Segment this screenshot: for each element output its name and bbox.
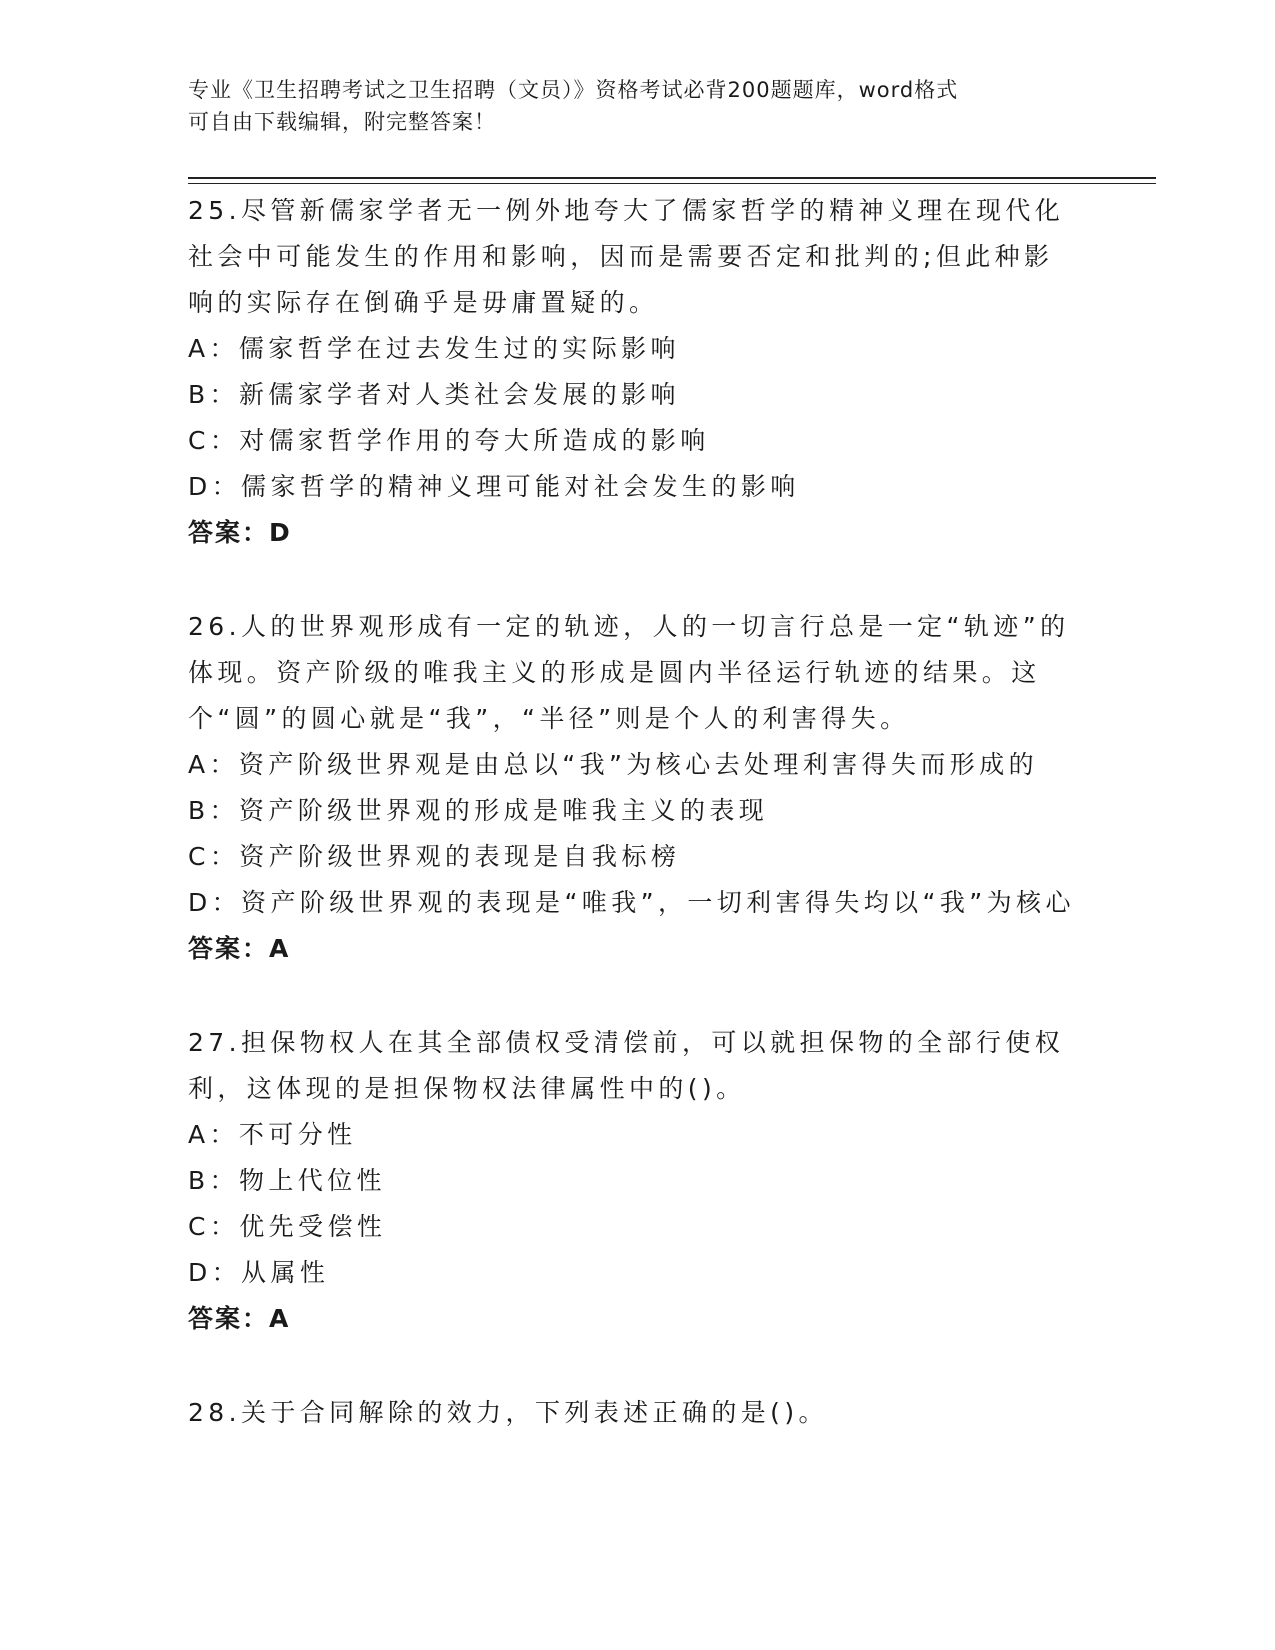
question-spacer bbox=[188, 1342, 1078, 1390]
option-a: A：儒家哲学在过去发生过的实际影响 bbox=[188, 334, 680, 363]
header-divider-thin bbox=[188, 183, 1156, 184]
option-d: D：儒家哲学的精神义理可能对社会发生的影响 bbox=[188, 472, 800, 501]
question-list bbox=[188, 188, 1078, 1436]
option-b: B：资产阶级世界观的形成是唯我主义的表现 bbox=[188, 796, 769, 825]
header-divider-thick bbox=[188, 177, 1156, 179]
question-spacer bbox=[188, 556, 1078, 604]
option-a: A：不可分性 bbox=[188, 1120, 357, 1149]
option-c: C：资产阶级世界观的表现是自我标榜 bbox=[188, 842, 681, 871]
option-a: A：资产阶级世界观是由总以“我”为核心去处理利害得失而形成的 bbox=[188, 750, 1039, 779]
question-27 bbox=[188, 1020, 1078, 1342]
question-25 bbox=[188, 188, 1078, 556]
question-stem: 27.担保物权人在其全部债权受清偿前，可以就担保物的全部行使权利，这体现的是担保物权法律属性中的()。 bbox=[188, 1028, 1065, 1103]
question-stem: 25.尽管新儒家学者无一例外地夸大了儒家哲学的精神义理在现代化社会中可能发生的作用和影响，因而是需要否定和批判的;但此种影响的实际存在倒确乎是毋庸置疑的。 bbox=[188, 196, 1065, 317]
option-b: B：新儒家学者对人类社会发展的影响 bbox=[188, 380, 680, 409]
header-line-2: 可自由下载编辑，附完整答案！ bbox=[188, 110, 496, 134]
answer-label: 答案：A bbox=[188, 934, 291, 963]
question-26 bbox=[188, 604, 1078, 972]
option-c: C：对儒家哲学作用的夸大所造成的影响 bbox=[188, 426, 710, 455]
option-d: D：从属性 bbox=[188, 1258, 330, 1287]
question-stem: 28.关于合同解除的效力，下列表述正确的是()。 bbox=[188, 1398, 828, 1427]
page-header bbox=[188, 74, 1068, 138]
option-d: D：资产阶级世界观的表现是“唯我”，一切利害得失均以“我”为核心 bbox=[188, 888, 1075, 917]
question-stem: 26.人的世界观形成有一定的轨迹，人的一切言行总是一定“轨迹”的体现。资产阶级的唯我主义的形成是圆内半径运行轨迹的结果。这个“圆”的圆心就是“我”，“半径”则是个人的利害得失。 bbox=[188, 612, 1070, 733]
option-c: C：优先受偿性 bbox=[188, 1212, 387, 1241]
question-spacer bbox=[188, 972, 1078, 1020]
question-28 bbox=[188, 1390, 1078, 1436]
option-b: B：物上代位性 bbox=[188, 1166, 386, 1195]
answer-label: 答案：A bbox=[188, 1304, 291, 1333]
answer-label: 答案：D bbox=[188, 518, 292, 547]
header-line-1: 专业《卫生招聘考试之卫生招聘（文员）》资格考试必背200题题库，word格式 bbox=[188, 78, 959, 102]
